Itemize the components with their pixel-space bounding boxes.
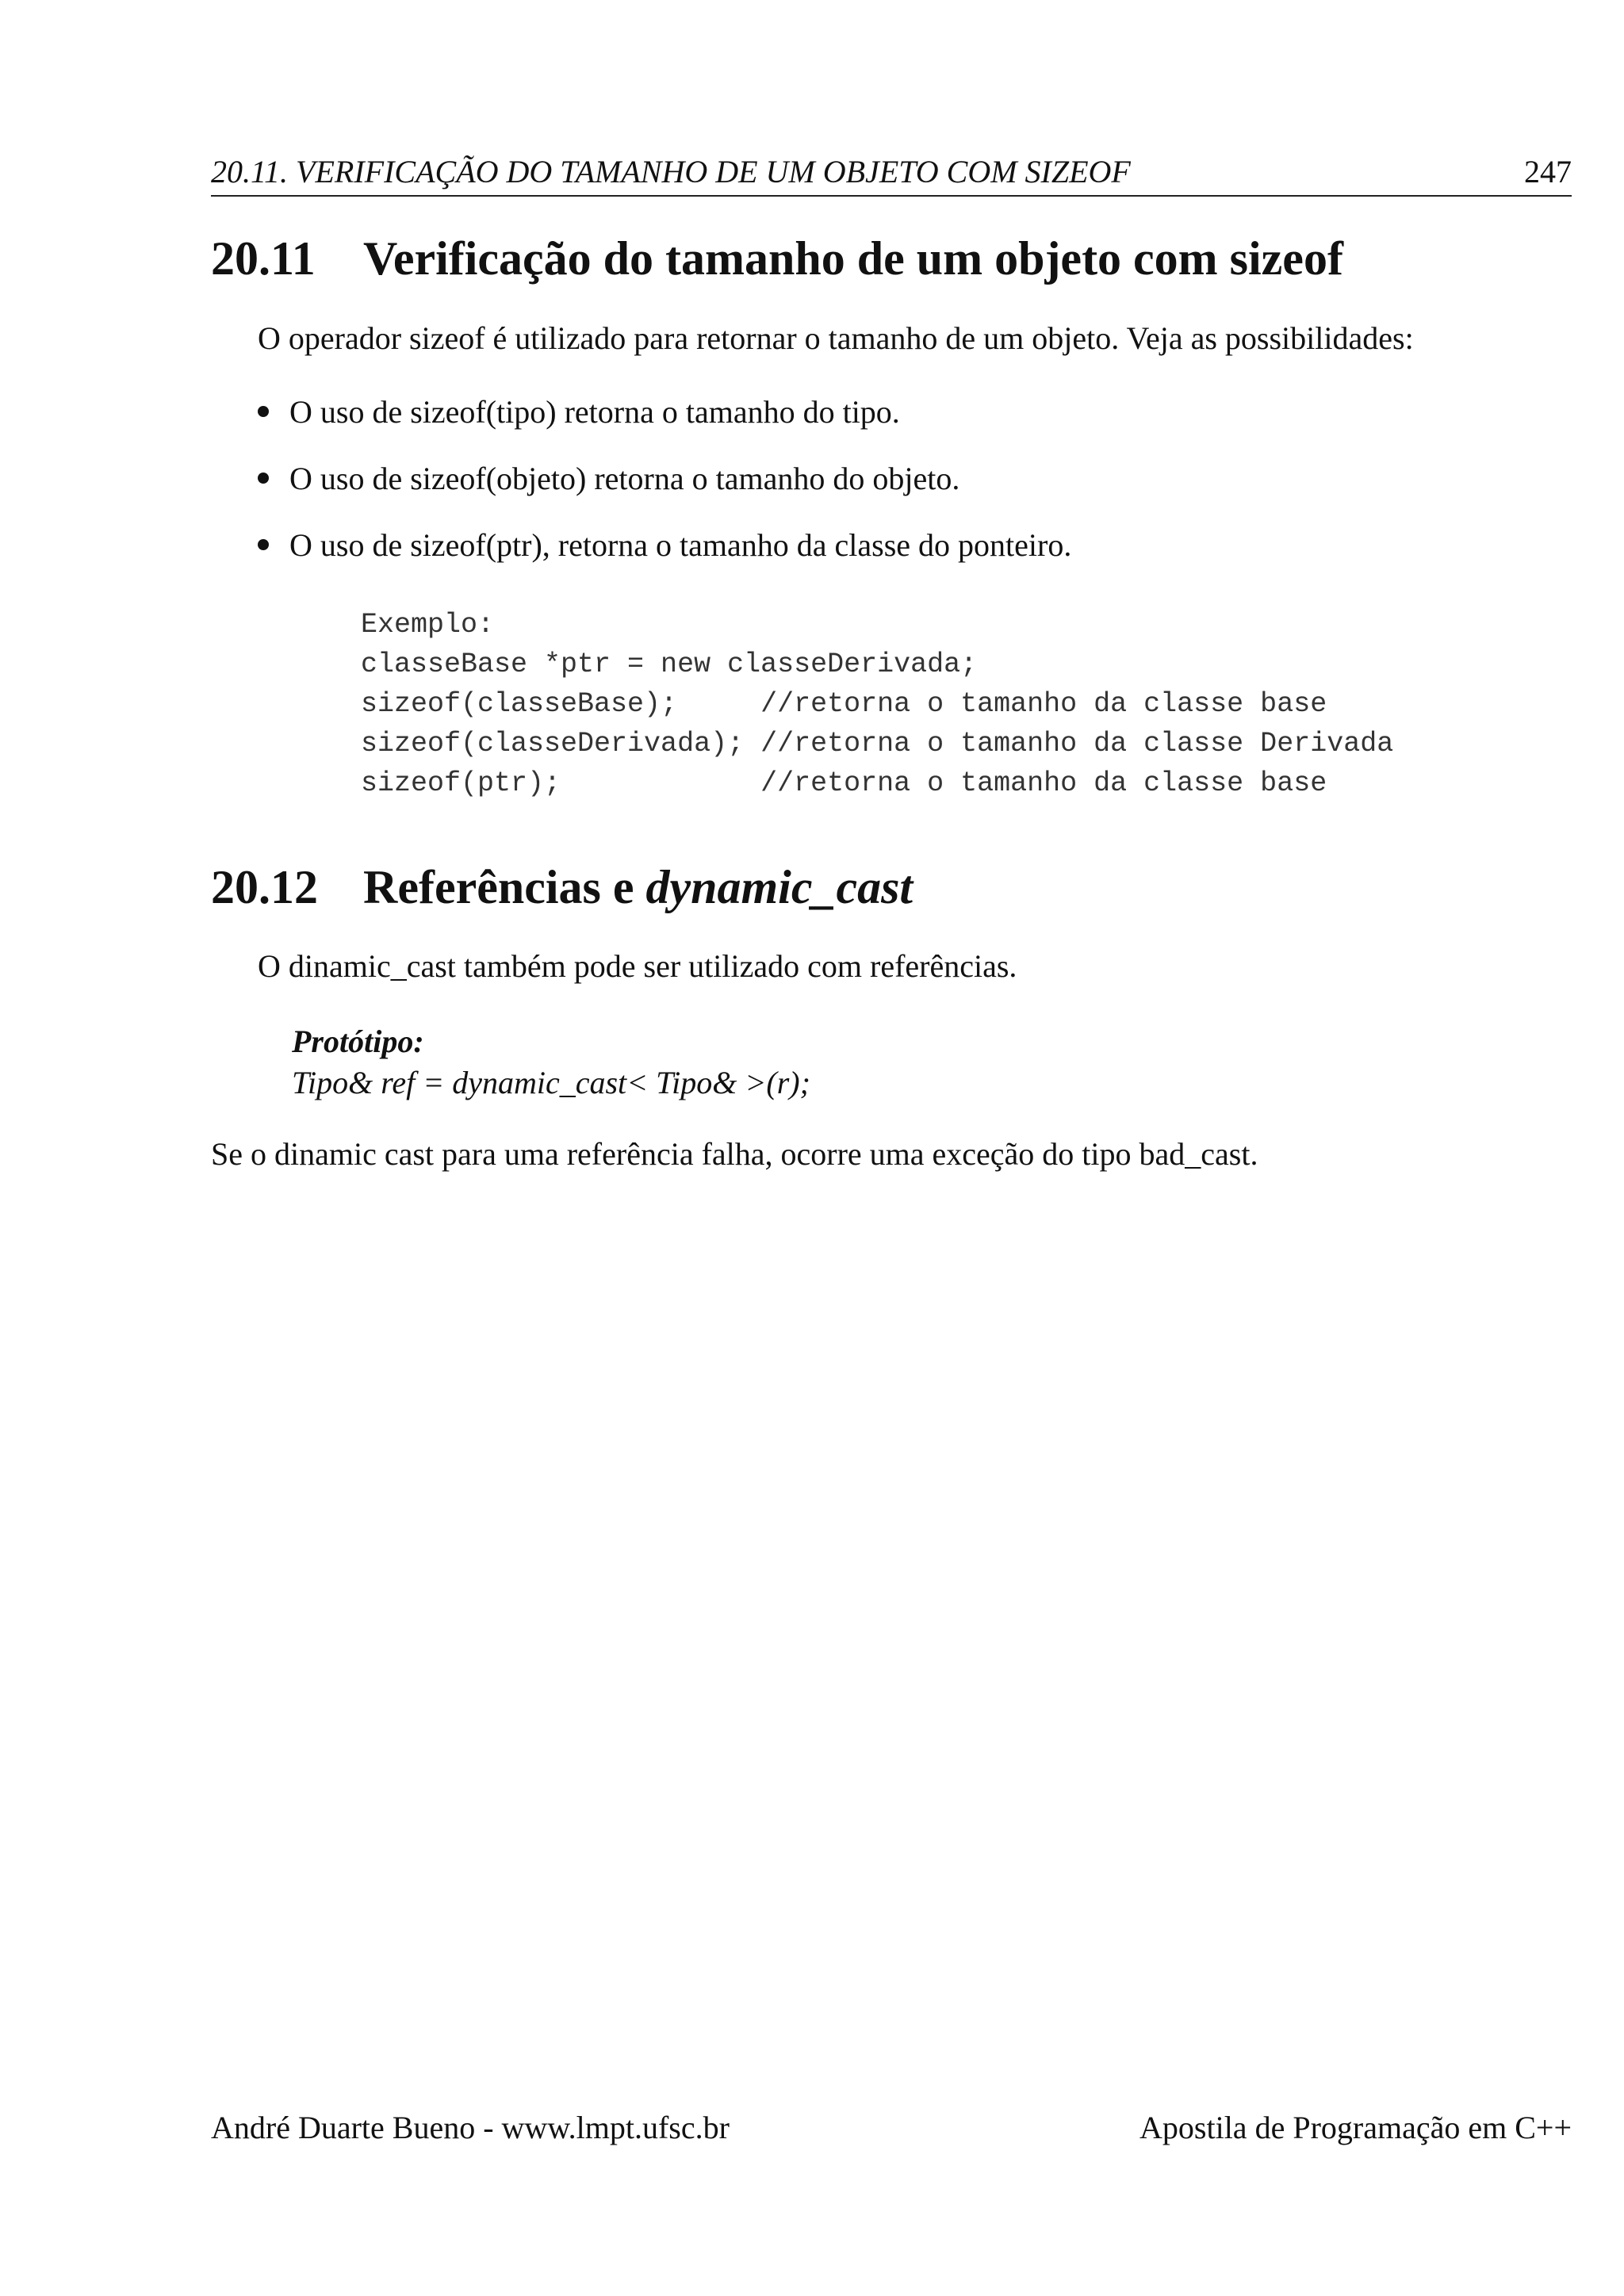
page-number: 247 bbox=[1524, 154, 1572, 189]
list-item bbox=[258, 393, 1071, 460]
section-title-italic: dynamic_cast bbox=[645, 861, 914, 913]
sizeof-intro-paragraph: O operador sizeof é utilizado para retornar o tamanho de um objeto. Veja as possibilidades: bbox=[258, 320, 1414, 356]
dynamic-cast-intro-paragraph: O dinamic_cast também pode ser utilizado com referências. bbox=[258, 948, 1017, 984]
footer-book-title: Apostila de Programação em C++ bbox=[1139, 2110, 1572, 2145]
section-number: 20.12 bbox=[211, 861, 318, 913]
list-item-text: O uso de sizeof(tipo) retorna o tamanho do tipo. bbox=[289, 394, 900, 430]
prototype-label: Protótipo: bbox=[292, 1024, 424, 1059]
bullet-icon bbox=[258, 539, 269, 550]
footer-author: André Duarte Bueno - www.lmpt.ufsc.br bbox=[211, 2110, 730, 2145]
code-line: sizeof(classeDerivada); //retorna o tamanho da classe Derivada bbox=[361, 728, 1394, 760]
sizeof-bullet-list bbox=[258, 393, 1071, 593]
bullet-icon bbox=[258, 473, 269, 484]
section-title: Referências e bbox=[363, 861, 646, 913]
code-example bbox=[361, 605, 1393, 803]
bad-cast-paragraph: Se o dinamic cast para uma referência falha, ocorre uma exceção do tipo bad_cast. bbox=[211, 1136, 1258, 1172]
running-header bbox=[211, 151, 1572, 197]
code-line: classeBase *ptr = new classeDerivada; bbox=[361, 649, 978, 680]
list-item-text: O uso de sizeof(objeto) retorna o tamanho do objeto. bbox=[289, 461, 960, 496]
list-item bbox=[258, 460, 1071, 526]
section-title: Verificação do tamanho de um objeto com sizeof bbox=[363, 232, 1343, 285]
section-heading-dynamic-cast bbox=[211, 863, 913, 911]
section-heading-sizeof bbox=[211, 232, 1343, 285]
code-line: sizeof(classeBase); //retorna o tamanho da classe base bbox=[361, 688, 1327, 720]
running-header-title: 20.11. VERIFICAÇÃO DO TAMANHO DE UM OBJETO COM SIZEOF bbox=[211, 154, 1131, 189]
code-line: sizeof(ptr); //retorna o tamanho da classe base bbox=[361, 767, 1327, 799]
bullet-icon bbox=[258, 406, 269, 417]
prototype-block bbox=[292, 1021, 810, 1104]
code-line: Exemplo: bbox=[361, 609, 495, 641]
list-item-text: O uso de sizeof(ptr), retorna o tamanho da classe do ponteiro. bbox=[289, 527, 1072, 563]
list-item bbox=[258, 526, 1071, 593]
section-number: 20.11 bbox=[211, 232, 316, 285]
prototype-signature: Tipo& ref = dynamic_cast< Tipo& >(r); bbox=[292, 1065, 810, 1100]
